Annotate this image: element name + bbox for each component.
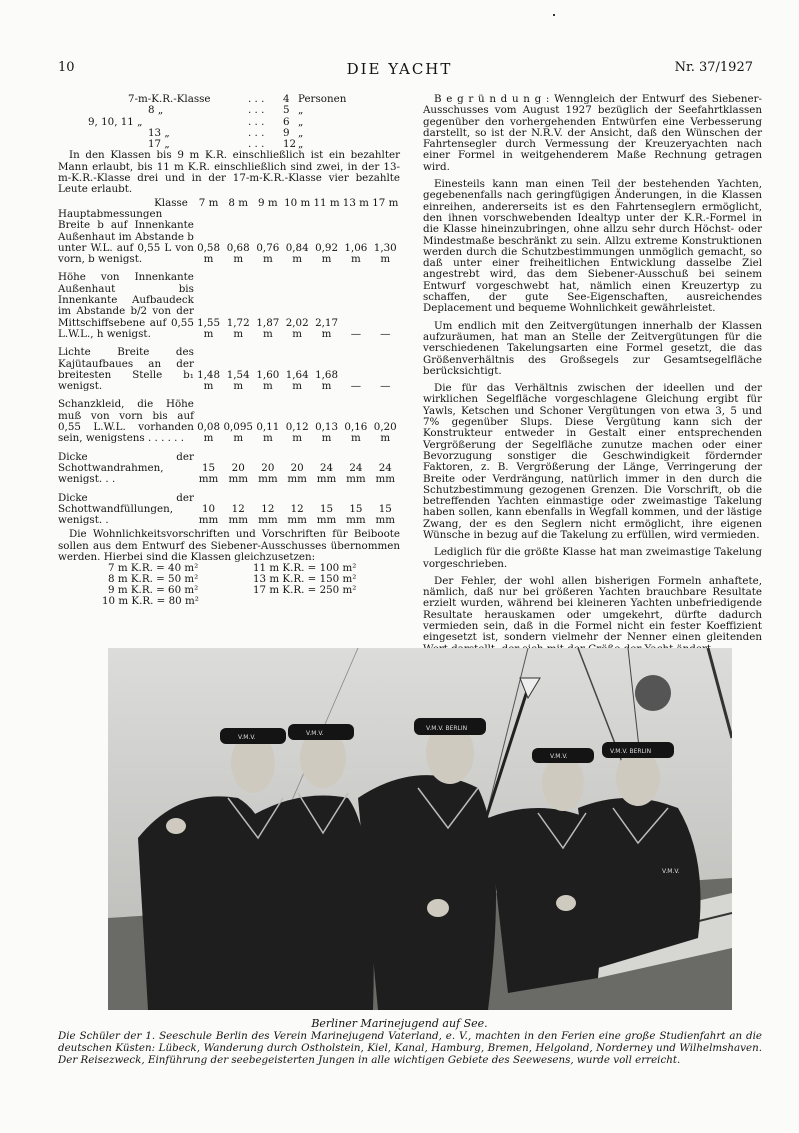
table-cell: 20 mm (228, 461, 248, 486)
crew-dots: . . . (248, 104, 265, 117)
photo-caption: Die Schüler der 1. Seeschule Berlin des Verein Marinejugend Vaterland, e. V., machten in den Ferien eine große Studienfahrt an die deutschen Küsten: Lübeck, Wanderung durch Ostholstein, Kiel, Kanal, Hamburg, Bremen, Helgoland, Norderney und Wilhelmshaven. Der Reisezweck, Einführung der seebegeisterten Jungen in alle wichtigen Gebiete des Seewesens, wurde voll erreicht. (58, 1030, 762, 1066)
table-row-label: Hauptabmessungen Breite b auf Innenkante Außenhaut im Abstande b unter W.L. auf 0,55 L von vorn, b wenigst. (58, 207, 194, 266)
cap-band-text: V.M.V. (550, 753, 568, 760)
photo-caption-title: Berliner Marinejugend auf See. (311, 1017, 488, 1030)
table-cell: 0,20 m (373, 421, 397, 445)
table-header-cell: 8 m (228, 196, 248, 209)
equiv-item: 9 m K.R. = 60 m² (108, 584, 199, 597)
table-cell: 1,68 m (315, 368, 338, 393)
left-column (58, 94, 400, 609)
table-row (58, 452, 400, 486)
group-photo (108, 648, 732, 1010)
paragraph: B e g r ü n d u n g : Wenngleich der Entwurf des Siebener-Ausschusses vom August 1927 bezüglich der Seefahrtklassen gegenüber den vorhergehenden Entwürfen eine Verbesserung darstellt, so ist der N.R.V. der Ansicht, daß den Wünschen der Fahrtensegler durch Vermessung der Kreuzeryachten nach einer Formel in weitgehenderem Maße Rechnung getragen wird. (423, 93, 762, 173)
table-cell: 12 mm (258, 502, 278, 527)
crew-class: 7-m-K.R.-Klasse (128, 93, 211, 105)
crew-row (128, 94, 400, 105)
table-row-label: Höhe von Innenkante Außenhaut bis Innenkante Aufbaudeck im Abstande b/2 von der Mittschiffsebene auf 0,55 L.W.L., h wenigst. (58, 271, 194, 340)
crew-class: 17 „ (148, 138, 170, 151)
table-cell: 1,48 m (197, 368, 221, 393)
cap-band-text: V.M.V. BERLIN (426, 725, 468, 732)
table-cell: 0,92 m (315, 241, 338, 266)
crew-list (88, 93, 400, 151)
crew-dots: . . . (248, 115, 265, 128)
table-cell: 1,30 m (373, 241, 397, 266)
crew-value: 6 (283, 115, 290, 128)
page-header (0, 60, 799, 82)
table-cell: 1,87 m (256, 316, 280, 340)
table-cell: 15 mm (346, 502, 366, 527)
sailors-photo-illustration (108, 648, 732, 1010)
shirt-text: V.M.V. (662, 868, 680, 875)
crew-row (128, 139, 400, 150)
table-cell: 20 mm (287, 461, 307, 486)
table-cell: 1,54 m (226, 368, 250, 393)
crew-value: 9 (283, 126, 290, 139)
table-row-label: Lichte Breite des Kajütaufbaues an der breitesten Stelle b₁ wenigst. (58, 346, 194, 393)
cap-band-text: V.M.V. (306, 730, 324, 737)
table-cell: 0,095 m (223, 421, 253, 445)
dimensions-table (58, 198, 400, 527)
table-cell: — (350, 380, 362, 393)
table-cell: — (380, 380, 391, 393)
table-cell: — (380, 327, 391, 340)
table-cell: 0,08 m (197, 421, 221, 445)
journal-title: DIE YACHT (346, 60, 453, 78)
table-cell: 12 mm (228, 502, 248, 527)
paragraph: Einesteils kann man einen Teil der bestehenden Yachten, gegebenenfalls nach geringfügigen Änderungen, in die Klassen einreihen, andererseits ist es den Fahrtenseglern ermöglicht, den ihnen vorschwebenden Idealtyp unter der K.R.-Formel in die Klasse hineinzubringen, ohne allzu sehr durch Höchst- oder Mindestmaße beschränkt zu sein. Allzu extreme Konstruktionen werden durch die Schutzbestimmungen unmöglich gemacht, so daß unter einer freiheitlichen Entwicklung dasselbe Ziel angestrebt wird, das dem Siebener-Ausschuß bei seinem Entwurf vorgeschwebt hat, nämlich einen Kreuzertyp zu schaffen, der gute See-Eigenschaften, ausreichendes Deplacement und bequeme Wohnlichkeit gewährleistet. (423, 178, 762, 315)
crew-value: 5 (283, 104, 290, 117)
equiv-item: 10 m K.R. = 80 m² (102, 595, 199, 608)
table-row-label: Dicke der Schottwandrahmen, wenigst. . . (58, 450, 194, 486)
table-cell: 0,13 m (315, 421, 338, 445)
table-cell: 0,16 m (344, 421, 368, 445)
table-cell: 15 mm (316, 502, 337, 527)
crew-dots: . . . (248, 93, 265, 105)
table-cell: 20 mm (258, 461, 278, 486)
table-cell: 0,58 m (197, 241, 221, 266)
table-header-cell: 17 m (372, 196, 399, 209)
right-column (423, 94, 762, 655)
table-cell: 24 mm (375, 461, 396, 486)
equiv-item: 11 m K.R. = 100 m² (253, 562, 357, 575)
table-header-cell: 11 m (313, 196, 340, 209)
paragraph: Um endlich mit den Zeitvergütungen innerhalb der Klassen aufzuräumen, hat man an Stelle der Zeitvergütungen für die verschiedenen Takelungsarten eine Formel gesetzt, die das Größenverhältnis des Großsegels zur Gesamtsegelfläche berücksichtigt. (423, 319, 762, 377)
table-row-label: Schanzkleid, die Höhe muß von vorn bis auf 0,55 L.W.L. vorhanden sein, wenigstens . . . . . . (58, 398, 194, 445)
table-row (58, 399, 400, 444)
paragraph: Die für das Verhältnis zwischen der ideellen und der wirklichen Segelfläche vorgeschlagene Gleichung ergibt für Yawls, Ketschen und Schoner Vergütungen von etwa 3, 5 und 7% gegenüber Slups. Diese Vergütung kann sich der Konstrukteur entweder in Gestalt einer entsprechenden Vergrößerung der Segelfläche zunutze machen oder einer Bevorzugung sonstiger die Geschwindigkeit fördernder Faktoren, z. B. Vergrößerung der Länge, Verringerung der Breite oder Verdrängung, natürlich immer in den durch die Schutzbestimmung gezogenen Grenzen. Die Vorschrift, ob die betreffenden Yachten einmastige oder zweimastige Takelung haben sollen, kann ebenfalls in Wegfall kommen, und der lästige Zwang, der es den Seglern nicht ermöglicht, ihre eigenen Wünsche in bezug auf die Takelung zu erfüllen, wird vermieden. (423, 382, 762, 541)
table-header-cell: 9 m (258, 196, 278, 209)
crew-unit: „ (298, 104, 304, 117)
crew-class: 13 „ (148, 126, 170, 139)
cap-band-text: V.M.V. BERLIN (610, 748, 652, 755)
cap-band-text: V.M.V. (238, 734, 256, 741)
table-row-label: Dicke der Schottwandfüllungen, wenigst. . (58, 491, 194, 527)
crew-unit: Personen (298, 93, 347, 105)
table-cell: 0,84 m (285, 241, 309, 266)
crew-value: 12 (283, 138, 297, 151)
table-cell: 24 mm (346, 461, 366, 486)
table-cell: 1,06 m (344, 241, 368, 266)
equiv-item: 7 m K.R. = 40 m² (108, 562, 199, 575)
crew-unit: „ (298, 126, 304, 139)
table-cell: 2,17 m (315, 316, 338, 340)
paragraph: Der Fehler, der wohl allen bisherigen Formeln anhaftete, nämlich, daß nur bei größeren Yachten brauchbare Resultate erzielt wurden, während bei kleineren Yachten unbefriedigende Resultate herauskamen oder umgekehrt, dürfte dadurch vermieden sein, daß in die Formel nicht ein fester Koeffizient eingesetzt ist, sondern vielmehr der Nenner einen gleitenden (423, 574, 762, 644)
class-equivalents (58, 563, 400, 609)
table-cell: 15 mm (198, 461, 219, 486)
table-cell: 1,60 m (256, 368, 280, 393)
table-cell: 2,02 m (285, 316, 309, 340)
table-row (58, 493, 400, 527)
table-cell: 15 mm (375, 502, 396, 527)
speck-mark (553, 14, 555, 16)
table-header-label: Klasse (154, 196, 188, 209)
crew-paragraph: In den Klassen bis 9 m K.R. einschließlich ist ein bezahlter Mann erlaubt, bis 11 m K.R. einschließlich sind zwei, in der 13-m-K.R.-Klasse drei und in der 17-m-K.R.-Klasse vier bezahlte Leute erlaubt. (58, 149, 400, 196)
table-header-cell: 10 m (284, 196, 311, 209)
table-cell: 0,11 m (256, 421, 280, 445)
paragraph: Lediglich für die größte Klasse hat man zweimastige Takelung vorgeschrieben. (423, 546, 762, 570)
page-number: 10 (58, 60, 75, 75)
equiv-item: 8 m K.R. = 50 m² (108, 573, 199, 586)
crew-unit: „ (298, 115, 304, 128)
table-cell: 1,64 m (285, 368, 309, 393)
table-cell: 10 mm (198, 502, 219, 527)
crew-value: 4 (283, 93, 290, 105)
crew-dots: . . . (248, 138, 265, 151)
table-row (58, 347, 400, 392)
crew-unit: „ (298, 138, 304, 151)
equiv-item: 17 m K.R. = 250 m² (253, 584, 357, 597)
crew-class: 8 „ (148, 104, 164, 117)
crew-class: 9, 10, 11 „ (88, 115, 143, 128)
table-cell: 1,55 m (197, 316, 221, 340)
table-cell: 0,76 m (256, 241, 280, 266)
sail-area-paragraph: Die Wohnlichkeitsvorschriften und Vorschriften für Beiboote sollen aus dem Entwurf des Siebener-Ausschusses übernommen werden. Hierbei sind die Klassen gleichzusetzen: (58, 528, 400, 563)
table-cell: 0,68 m (226, 241, 250, 266)
equiv-item: 13 m K.R. = 150 m² (253, 573, 357, 586)
table-cell: 24 mm (316, 461, 337, 486)
table-cell: 1,72 m (226, 316, 250, 340)
table-row (58, 209, 400, 265)
table-header-cell: 13 m (342, 196, 369, 209)
table-cell: 0,12 m (285, 421, 309, 445)
table-row (58, 272, 400, 340)
table-header-cell: 7 m (198, 196, 219, 209)
table-cell: — (350, 327, 362, 340)
table-cell: 12 mm (287, 502, 307, 527)
crew-dots: . . . (248, 126, 265, 139)
crew-row (128, 105, 400, 116)
issue-number: Nr. 37/1927 (674, 60, 753, 75)
